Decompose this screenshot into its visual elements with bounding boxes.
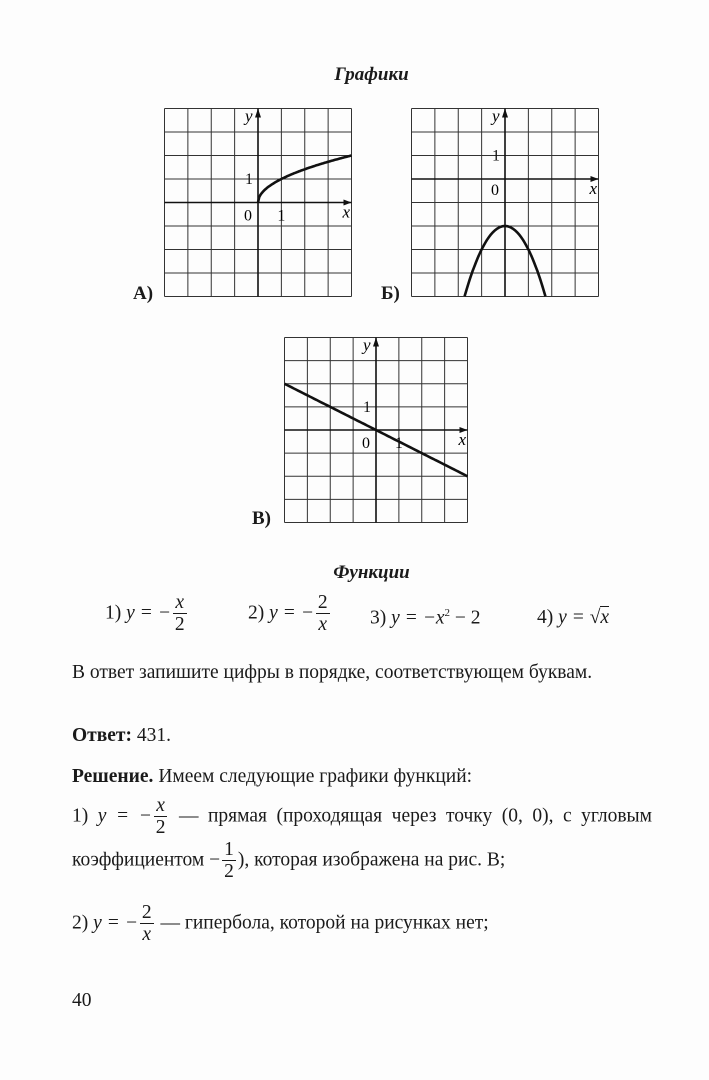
function-2: 2) y = − $\frac{2}{x}$ [248, 592, 328, 636]
graph-c [284, 337, 468, 523]
x-axis-label: x [589, 179, 598, 198]
y-axis-arrow-icon [373, 338, 379, 347]
y-tick-label: 1 [492, 147, 500, 165]
instruction-text: В ответ запишите цифры в порядке, соответствующем буквам. [72, 662, 593, 683]
y-axis-label: y [363, 337, 371, 355]
x-tick-label: 1 [277, 207, 286, 225]
solution-intro: Решение. Имеем следующие графики функций: [72, 766, 473, 787]
origin-label: 0 [362, 435, 370, 452]
origin-label: 0 [244, 207, 252, 225]
answer: Ответ: 431. [72, 725, 172, 746]
solution-item-2: 2) y = − $\frac{2}{x}$ — гипербола, которой на рисунках нет; [72, 902, 489, 946]
y-tick-label: 1 [363, 398, 371, 416]
y-axis-label: y [245, 108, 253, 126]
graph-c-label: В) [252, 508, 271, 529]
y-tick-label: 1 [245, 171, 253, 188]
solution-item-1: 1) y = − $\frac{x}{2}$ — прямая (проходящая через точку (0, 0), с угловым коэффициентом − $\frac{1}{2}$ ), которая изображена на рис. В; [72, 795, 652, 883]
page-number: 40 [72, 990, 92, 1011]
graph-b-label: Б) [381, 283, 400, 304]
y-axis-arrow-icon [502, 109, 508, 118]
graph-a [164, 108, 352, 297]
graph-a-label: А) [133, 283, 154, 304]
function-1: 1) y = − $\frac{x}{2}$ [105, 592, 185, 636]
function-3: 3) $y = -x^2 - 2$ [370, 607, 481, 629]
x-axis-label: x [342, 202, 351, 222]
y-axis-label: y [492, 108, 500, 126]
y-axis-arrow-icon [255, 109, 261, 118]
x-axis-label: x [458, 430, 467, 449]
function-4: 4) y = √x [537, 607, 610, 628]
graphs-title: Графики [334, 64, 409, 85]
functions-title: Функции [333, 562, 410, 583]
graph-b [411, 108, 599, 297]
x-tick-label: 1 [394, 435, 403, 452]
origin-label: 0 [491, 182, 499, 199]
